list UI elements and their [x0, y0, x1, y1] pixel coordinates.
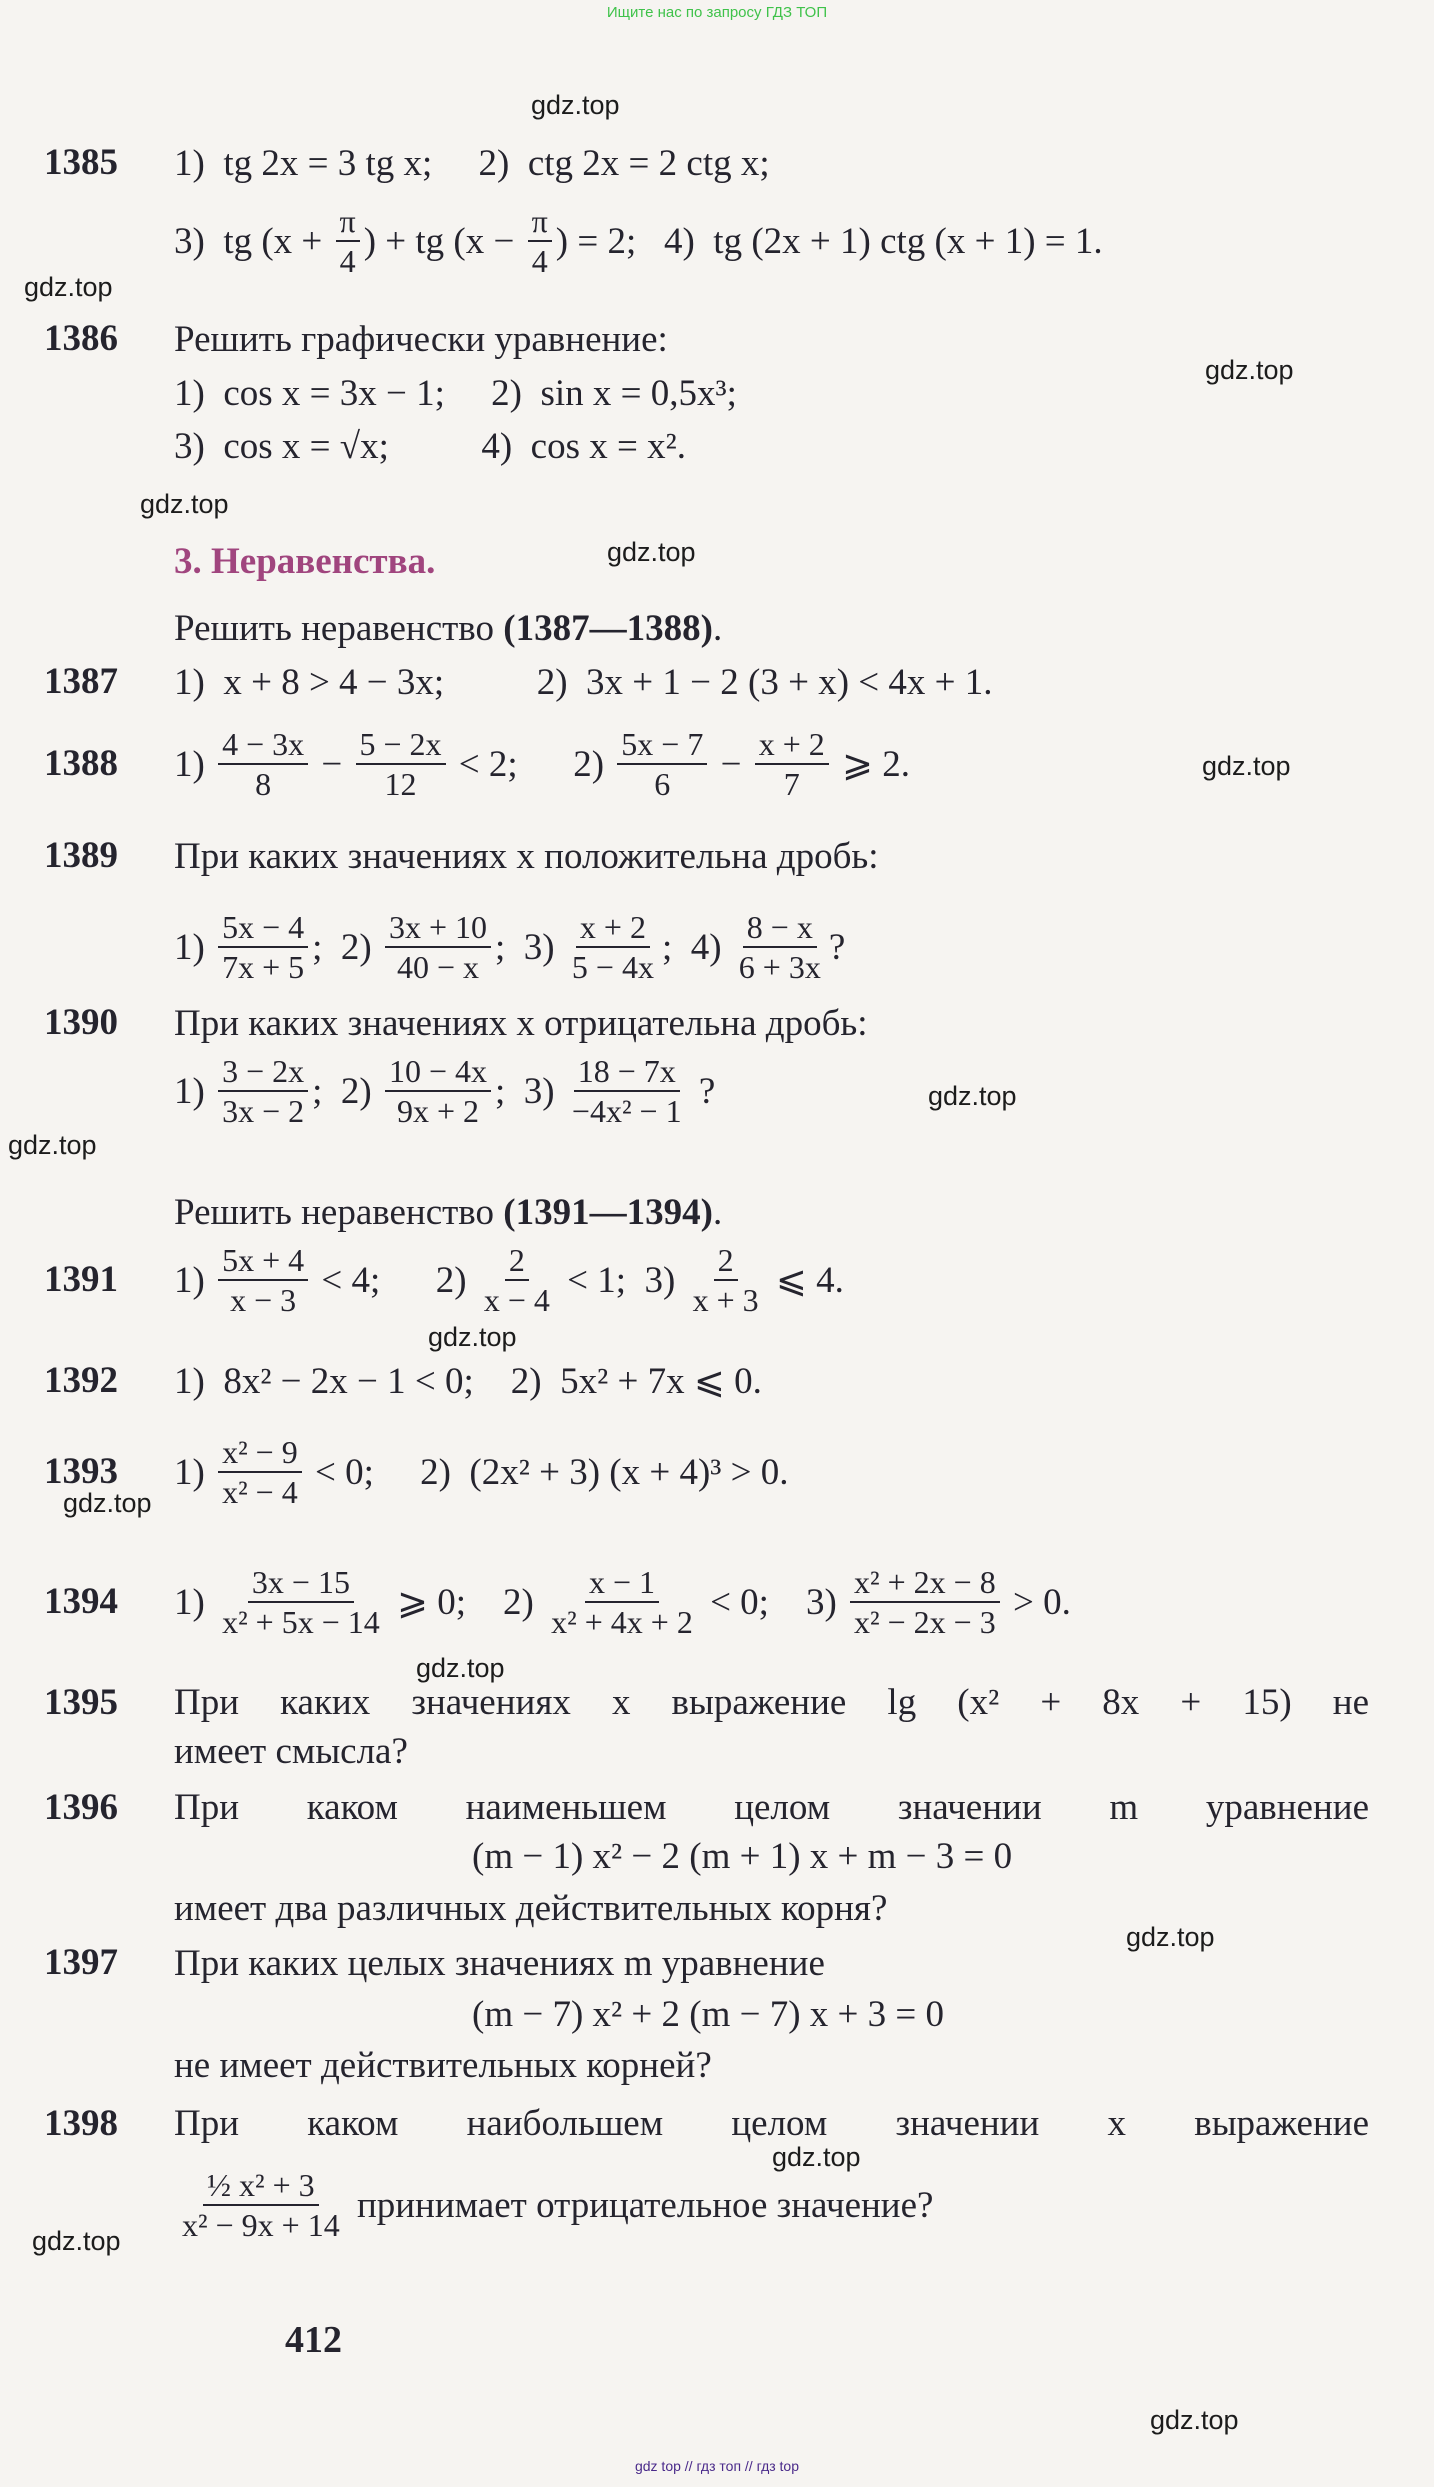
numerator: π — [336, 202, 360, 242]
text-line — [174, 1564, 1369, 1640]
problem-number: 1395 — [44, 1682, 118, 1723]
text-line — [174, 1678, 1369, 1728]
problem-range: (1391—1394) — [503, 1191, 713, 1233]
denominator: x + 3 — [692, 1282, 759, 1318]
text: 3) tg (x + — [174, 220, 332, 262]
text-line — [174, 603, 1369, 653]
search-hint: Ищите нас по запросу ГДЗ ТОП — [606, 4, 828, 21]
text: При каких значениях x выражение lg (x² + 8x + 15) не — [174, 1682, 1369, 1723]
denominator: 3x − 2 — [222, 1093, 305, 1129]
text-line — [174, 1242, 1369, 1318]
denominator: 6 — [654, 766, 671, 802]
text: принимает отрицательное значение? — [347, 2184, 934, 2226]
numerator: 4 − 3x — [218, 725, 308, 765]
section-heading — [174, 536, 1369, 586]
fraction — [850, 1563, 1000, 1641]
text: 3. Неравенства. — [174, 540, 436, 582]
watermark: gdz.top — [1126, 1922, 1215, 1952]
text: 1) — [174, 1451, 215, 1493]
problem-number: 1391 — [44, 1259, 118, 1300]
problem-number: 1388 — [44, 743, 118, 784]
text: ; 2) — [312, 926, 381, 968]
text-line — [174, 909, 1369, 985]
text: ? — [828, 926, 846, 968]
fraction — [528, 202, 552, 280]
text-line — [174, 314, 1369, 364]
text: имеет смысла? — [174, 1730, 408, 1772]
denominator: 7 — [783, 766, 800, 802]
text: 1) tg 2x = 3 tg x; 2) ctg 2x = 2 ctg x; — [174, 142, 770, 184]
text-line — [174, 1434, 1369, 1510]
text-line — [174, 2040, 1369, 2090]
text: 1) 8x² − 2x − 1 < 0; 2) 5x² + 7x ⩽ 0. — [174, 1361, 762, 1402]
problem-number: 1396 — [44, 1787, 118, 1828]
denominator: 5 − 4x — [571, 949, 654, 985]
problem-number: 1393 — [44, 1451, 118, 1492]
fraction — [385, 1052, 491, 1130]
text: При каких значениях x отрицательна дробь: — [174, 1002, 868, 1044]
text: 1) x + 8 > 4 − 3x; 2) 3x + 1 − 2 (3 + x) < 4x + 1. — [174, 661, 993, 703]
denominator: 4 — [339, 243, 356, 279]
watermark: gdz.top — [928, 1081, 1017, 1111]
numerator: 5 − 2x — [356, 725, 446, 765]
denominator: x² − 9x + 14 — [182, 2207, 340, 2243]
fraction — [568, 1052, 686, 1130]
problem-number: 1385 — [44, 142, 118, 183]
text: ) + tg (x − — [363, 220, 524, 262]
text-line — [472, 1831, 1012, 1881]
text: 1) — [174, 743, 215, 785]
text: < 2; 2) — [449, 743, 614, 785]
denominator: 9x + 2 — [396, 1093, 480, 1129]
numerator: 18 − 7x — [574, 1052, 680, 1092]
problem-range: (1387—1388) — [503, 607, 713, 649]
text-line — [174, 368, 1369, 418]
text: > 0. — [1003, 1581, 1071, 1623]
text: ? — [689, 1070, 716, 1112]
text: − — [711, 743, 751, 785]
denominator: 8 — [255, 766, 272, 802]
text-line — [174, 421, 1369, 471]
fraction — [218, 1433, 302, 1511]
text: Решить неравенство — [174, 607, 504, 649]
watermark: gdz.top — [32, 2226, 121, 2256]
fraction — [218, 1052, 308, 1130]
fraction — [178, 2166, 344, 2244]
numerator: 5x + 4 — [218, 1241, 308, 1281]
text: (m − 7) x² + 2 (m − 7) x + 3 = 0 — [472, 1993, 945, 2035]
fraction — [755, 725, 829, 803]
text: 1) cos x = 3x − 1; 2) sin x = 0,5x³; — [174, 372, 737, 414]
numerator: 5x − 4 — [218, 908, 308, 948]
watermark: gdz.top — [24, 272, 113, 302]
numerator: x + 2 — [576, 908, 650, 948]
fraction — [480, 1241, 554, 1319]
numerator: 10 − 4x — [385, 1052, 491, 1092]
watermark: gdz.top — [1202, 751, 1291, 781]
text: Решить неравенство — [174, 1191, 504, 1233]
fraction — [356, 725, 446, 803]
text: 1) — [174, 1581, 215, 1623]
text: При каком наименьшем целом значении m уравнение — [174, 1787, 1369, 1828]
denominator: 12 — [384, 766, 417, 802]
numerator: 8 − x — [743, 908, 817, 948]
numerator: x² − 9 — [218, 1433, 302, 1473]
numerator: 3x + 10 — [385, 908, 491, 948]
fraction — [218, 1241, 308, 1319]
text: ; 3) — [495, 1070, 564, 1112]
text-line — [174, 1783, 1369, 1833]
numerator: 3 − 2x — [218, 1052, 308, 1092]
text: 3) cos x = √x; 4) cos x = x². — [174, 425, 686, 467]
text: ) = 2; 4) tg (2x + 1) ctg (x + 1) = 1. — [555, 220, 1103, 262]
fraction — [689, 1241, 763, 1319]
numerator: x − 1 — [585, 1563, 659, 1603]
problem-number: 1386 — [44, 318, 118, 359]
page-number: 412 — [285, 2319, 342, 2361]
watermark: gdz.top — [1205, 355, 1294, 385]
text: < 4; 2) — [312, 1259, 476, 1301]
fraction — [385, 908, 491, 986]
watermark: gdz.top — [1150, 2405, 1239, 2435]
numerator: 2 — [714, 1241, 738, 1281]
fraction — [735, 908, 825, 986]
numerator: x² + 2x − 8 — [850, 1563, 1000, 1603]
text: < 1; 3) — [557, 1259, 685, 1301]
text: имеет два различных действительных корня? — [174, 1887, 888, 1929]
text: При каком наибольшем целом значении x выражение — [174, 2103, 1369, 2144]
text-line — [174, 1187, 1369, 1237]
fraction — [218, 1563, 384, 1641]
text-line — [174, 1053, 1369, 1129]
watermark: gdz.top — [416, 1653, 505, 1683]
fraction — [617, 725, 707, 803]
watermark: gdz.top — [63, 1488, 152, 1518]
text: ⩾ 2. — [832, 744, 910, 785]
watermark: gdz.top — [140, 489, 229, 519]
text-line — [174, 831, 1369, 881]
denominator: x − 4 — [483, 1282, 550, 1318]
problem-number: 1394 — [44, 1581, 118, 1622]
text-line — [174, 657, 1369, 707]
text: не имеет действительных корней? — [174, 2044, 712, 2086]
fraction — [568, 908, 658, 986]
text: < 0; 3) — [700, 1581, 847, 1623]
numerator: 3x − 15 — [248, 1563, 354, 1603]
watermark: gdz.top — [772, 2142, 861, 2172]
numerator: x + 2 — [755, 725, 829, 765]
text-line — [174, 203, 1369, 279]
text-line — [174, 1726, 1369, 1776]
fraction — [336, 202, 360, 280]
problem-number: 1390 — [44, 1002, 118, 1043]
numerator: π — [528, 202, 552, 242]
text: При каких значениях x положительна дробь: — [174, 835, 879, 877]
text: ⩾ 0; 2) — [387, 1582, 544, 1623]
text-line — [174, 2167, 1369, 2243]
text: . — [712, 607, 723, 649]
denominator: 6 + 3x — [738, 949, 821, 985]
problem-number: 1389 — [44, 835, 118, 876]
denominator: x² + 4x + 2 — [551, 1604, 693, 1640]
text: ; 2) — [312, 1070, 381, 1112]
text: ; 3) — [495, 926, 564, 968]
problem-number: 1397 — [44, 1942, 118, 1983]
problem-number: 1387 — [44, 661, 118, 702]
watermark: gdz.top — [531, 90, 620, 120]
denominator: x² + 5x − 14 — [222, 1604, 380, 1640]
fraction — [218, 725, 308, 803]
denominator: 4 — [531, 243, 548, 279]
text-line — [174, 138, 1369, 188]
text: ⩽ 4. — [766, 1260, 844, 1301]
text: . — [712, 1191, 723, 1233]
numerator: 5x − 7 — [617, 725, 707, 765]
numerator: ½ x² + 3 — [203, 2166, 319, 2206]
text-line — [174, 726, 1369, 802]
denominator: x² − 4 — [222, 1474, 298, 1510]
footer-links[interactable]: gdz top // гдз топ // гдз top — [634, 2458, 800, 2474]
text: 1) — [174, 1070, 215, 1112]
text-line — [472, 1989, 944, 2039]
denominator: 40 − x — [396, 949, 480, 985]
watermark: gdz.top — [607, 537, 696, 567]
text: При каких целых значениях m уравнение — [174, 1942, 825, 1984]
text: ; 4) — [661, 926, 731, 968]
watermark: gdz.top — [428, 1322, 517, 1352]
denominator: −4x² − 1 — [571, 1093, 682, 1129]
text-line — [174, 1356, 1369, 1406]
fraction — [547, 1563, 697, 1641]
denominator: x² − 2x − 3 — [854, 1604, 996, 1640]
denominator: x − 3 — [230, 1282, 297, 1318]
problem-number: 1392 — [44, 1360, 118, 1401]
text: Решить графически уравнение: — [174, 318, 668, 360]
numerator: 2 — [505, 1241, 529, 1281]
text-line — [174, 998, 1369, 1048]
text: (m − 1) x² − 2 (m + 1) x + m − 3 = 0 — [472, 1835, 1013, 1877]
watermark: gdz.top — [8, 1130, 97, 1160]
text: 1) — [174, 1259, 215, 1301]
denominator: 7x + 5 — [222, 949, 305, 985]
text: 1) — [174, 926, 215, 968]
problem-number: 1398 — [44, 2103, 118, 2144]
text: − — [312, 743, 352, 785]
fraction — [218, 908, 308, 986]
text: < 0; 2) (2x² + 3) (x + 4)³ > 0. — [305, 1451, 789, 1493]
